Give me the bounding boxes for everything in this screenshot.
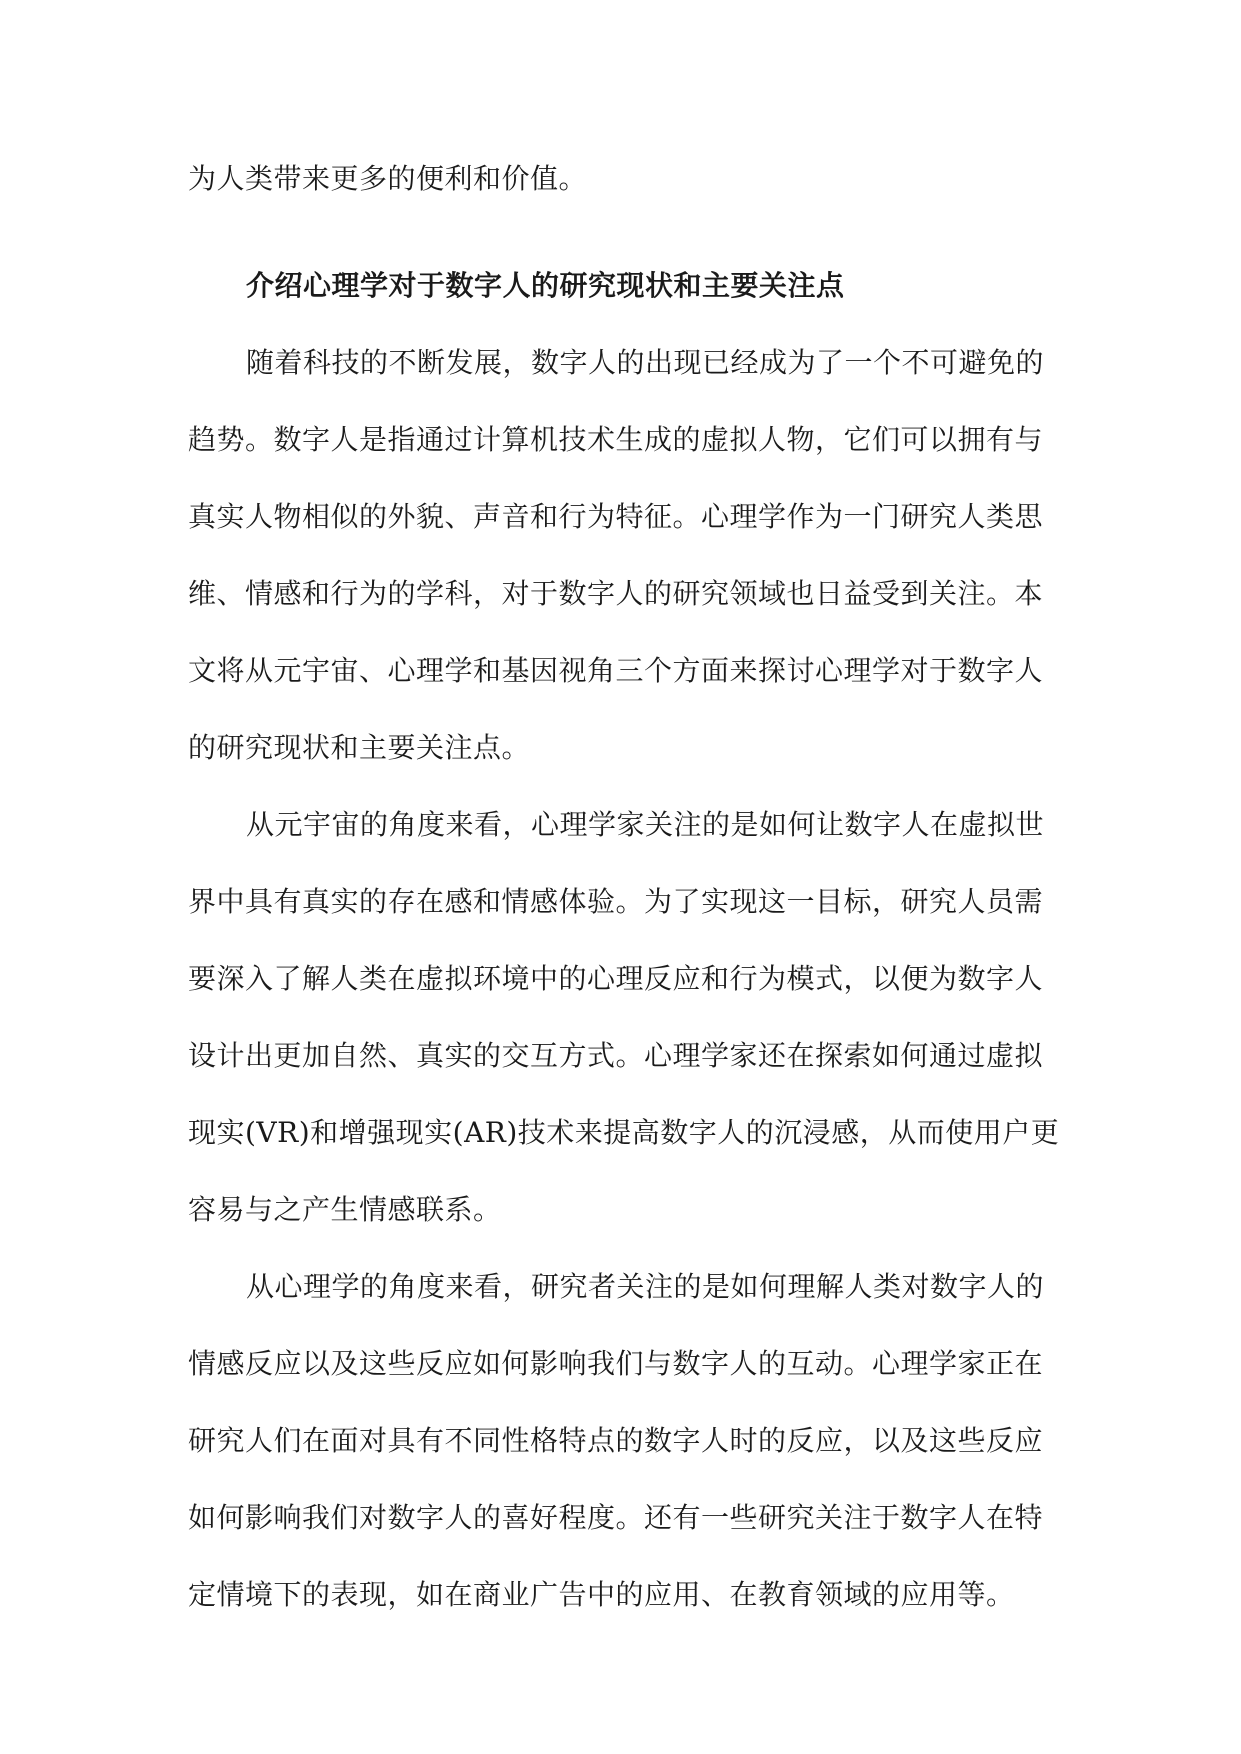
text-line: 研究人们在面对具有不同性格特点的数字人时的反应，以及这些反应 (188, 1424, 1044, 1457)
spacer (188, 217, 1054, 247)
text-line: 容易与之产生情感联系。 (188, 1193, 502, 1226)
text-line: 情感反应以及这些反应如何影响我们与数字人的互动。心理学家正在 (188, 1347, 1044, 1380)
text-line: 维、情感和行为的学科，对于数字人的研究领域也日益受到关注。本 (188, 577, 1044, 610)
text-line: 设计出更加自然、真实的交互方式。心理学家还在探索如何通过虚拟 (188, 1039, 1044, 1072)
text-line: 真实人物相似的外貌、声音和行为特征。心理学作为一门研究人类思 (188, 500, 1044, 533)
text-line: 从元宇宙的角度来看，心理学家关注的是如何让数字人在虚拟世 (246, 808, 1045, 841)
paragraph-3 (188, 1248, 1054, 1633)
text-line: 趋势。数字人是指通过计算机技术生成的虚拟人物，它们可以拥有与 (188, 423, 1044, 456)
text-line: 如何影响我们对数字人的喜好程度。还有一些研究关注于数字人在特 (188, 1501, 1044, 1534)
text-line: 为人类带来更多的便利和价值。 (188, 162, 588, 195)
text-line: 从心理学的角度来看，研究者关注的是如何理解人类对数字人的 (246, 1270, 1045, 1303)
paragraph-1 (188, 324, 1054, 786)
text-line: 界中具有真实的存在感和情感体验。为了实现这一目标，研究人员需 (188, 885, 1044, 918)
text-line: 文将从元宇宙、心理学和基因视角三个方面来探讨心理学对于数字人 (188, 654, 1044, 687)
text-line: 定情境下的表现，如在商业广告中的应用、在教育领域的应用等。 (188, 1578, 1015, 1611)
text-line: 要深入了解人类在虚拟环境中的心理反应和行为模式，以便为数字人 (188, 962, 1044, 995)
text-line: 的研究现状和主要关注点。 (188, 731, 531, 764)
text-line: 随着科技的不断发展，数字人的出现已经成为了一个不可避免的 (246, 346, 1045, 379)
paragraph-2 (188, 786, 1060, 1248)
document-body (188, 140, 1060, 1633)
text-line: 现实(VR)和增强现实(AR)技术来提高数字人的沉浸感，从而使用户更 (188, 1116, 1060, 1149)
section-heading: 介绍心理学对于数字人的研究现状和主要关注点 (246, 269, 845, 302)
